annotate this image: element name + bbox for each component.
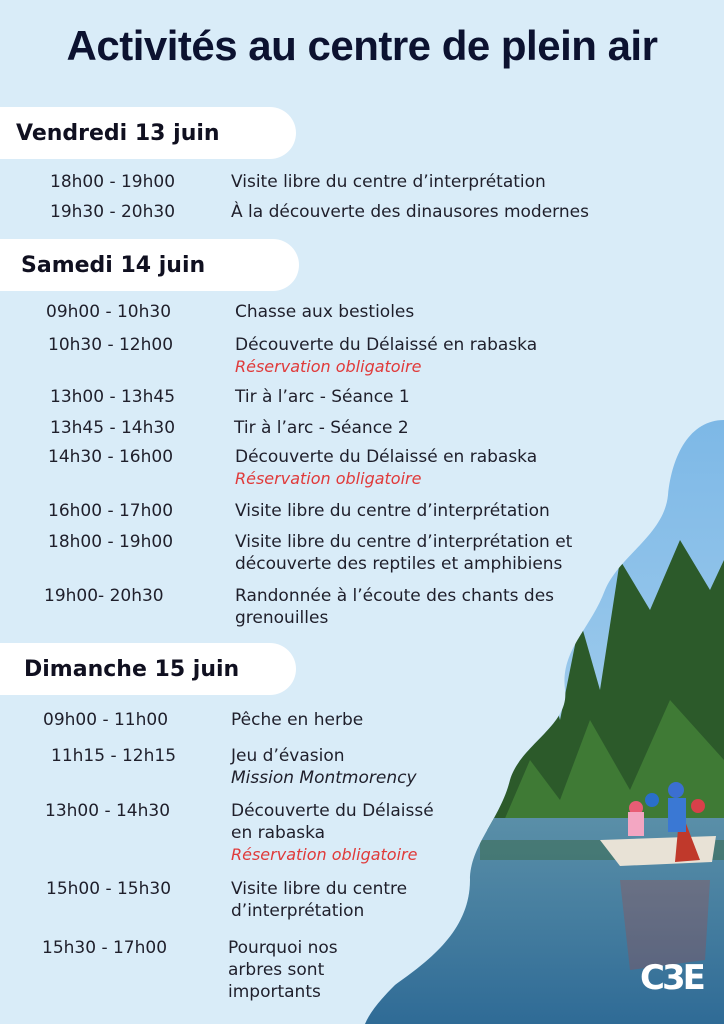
day-header-sunday xyxy=(0,643,296,695)
reservation-note: Réservation obligatoire xyxy=(235,469,422,488)
schedule-row xyxy=(48,334,537,378)
schedule-row xyxy=(50,386,410,408)
time-range: 14h30 - 16h00 xyxy=(48,447,174,467)
activity-name: Chasse aux bestioles xyxy=(235,302,415,322)
schedule-row xyxy=(48,500,550,522)
activity-name-continued: grenouilles xyxy=(235,608,329,628)
time-range: 18h00 - 19h00 xyxy=(48,532,174,552)
activity-name: Jeu d’évasion xyxy=(231,746,345,766)
schedule-row xyxy=(51,745,417,789)
activity-name-continued: découverte des reptiles et amphibiens xyxy=(235,554,563,574)
activity-name: Visite libre du centre d’interprétation xyxy=(231,172,546,192)
activity-name: Randonnée à l’écoute des chants des xyxy=(235,586,555,606)
schedule-row xyxy=(44,585,554,629)
time-range: 13h45 - 14h30 xyxy=(50,418,176,438)
time-range: 10h30 - 12h00 xyxy=(48,335,174,355)
activity-name: Tir à l’arc - Séance 1 xyxy=(235,387,410,407)
activity-name: Pourquoi nos xyxy=(228,938,338,958)
time-range: 18h00 - 19h00 xyxy=(50,172,176,192)
schedule-row xyxy=(45,800,434,866)
activity-name-continued: importants xyxy=(228,982,321,1002)
activity-name: À la découverte des dinausores modernes xyxy=(231,202,589,222)
schedule-row xyxy=(46,878,407,922)
schedule-row xyxy=(43,709,363,731)
page-title: Activités au centre de plein air xyxy=(66,22,658,69)
day-header-friday xyxy=(0,107,296,159)
activity-name: Découverte du Délaissé en rabaska xyxy=(235,335,538,355)
time-range: 09h00 - 10h30 xyxy=(46,302,172,322)
time-range: 15h00 - 15h30 xyxy=(46,879,172,899)
schedule-row xyxy=(50,201,589,223)
activity-name-continued: d’interprétation xyxy=(231,901,365,921)
activity-name: Découverte du Délaissé xyxy=(231,801,434,821)
activity-name: Pêche en herbe xyxy=(231,710,364,730)
time-range: 15h30 - 17h00 xyxy=(42,938,168,958)
schedule-row xyxy=(48,531,572,575)
schedule-row xyxy=(50,417,409,439)
reservation-note: Réservation obligatoire xyxy=(231,845,418,864)
schedule-row xyxy=(42,937,338,1003)
time-range: 19h00- 20h30 xyxy=(44,586,164,606)
time-range: 13h00 - 14h30 xyxy=(45,801,171,821)
activity-name-continued: arbres sont xyxy=(228,960,325,980)
schedule-row xyxy=(48,446,537,490)
activity-name: Visite libre du centre xyxy=(231,879,408,899)
time-range: 11h15 - 12h15 xyxy=(51,746,177,766)
time-range: 13h00 - 13h45 xyxy=(50,387,176,407)
reservation-note: Réservation obligatoire xyxy=(235,357,422,376)
activity-name: Découverte du Délaissé en rabaska xyxy=(235,447,538,467)
activity-subtitle: Mission Montmorency xyxy=(231,768,417,788)
day-label: Vendredi 13 juin xyxy=(16,120,220,146)
activity-name: Visite libre du centre d’interprétation xyxy=(235,501,550,521)
activity-name: Tir à l’arc - Séance 2 xyxy=(234,418,409,438)
schedule-row xyxy=(46,301,414,323)
schedule-row xyxy=(50,171,546,193)
time-range: 19h30 - 20h30 xyxy=(50,202,176,222)
activity-name-continued: en rabaska xyxy=(231,823,326,843)
time-range: 16h00 - 17h00 xyxy=(48,501,174,521)
day-label: Dimanche 15 juin xyxy=(24,656,240,682)
day-header-saturday xyxy=(0,239,299,291)
activity-name: Visite libre du centre d’interprétation et xyxy=(235,532,573,552)
time-range: 09h00 - 11h00 xyxy=(43,710,169,730)
day-label: Samedi 14 juin xyxy=(21,252,206,278)
organization-logo: C3E xyxy=(640,958,703,998)
